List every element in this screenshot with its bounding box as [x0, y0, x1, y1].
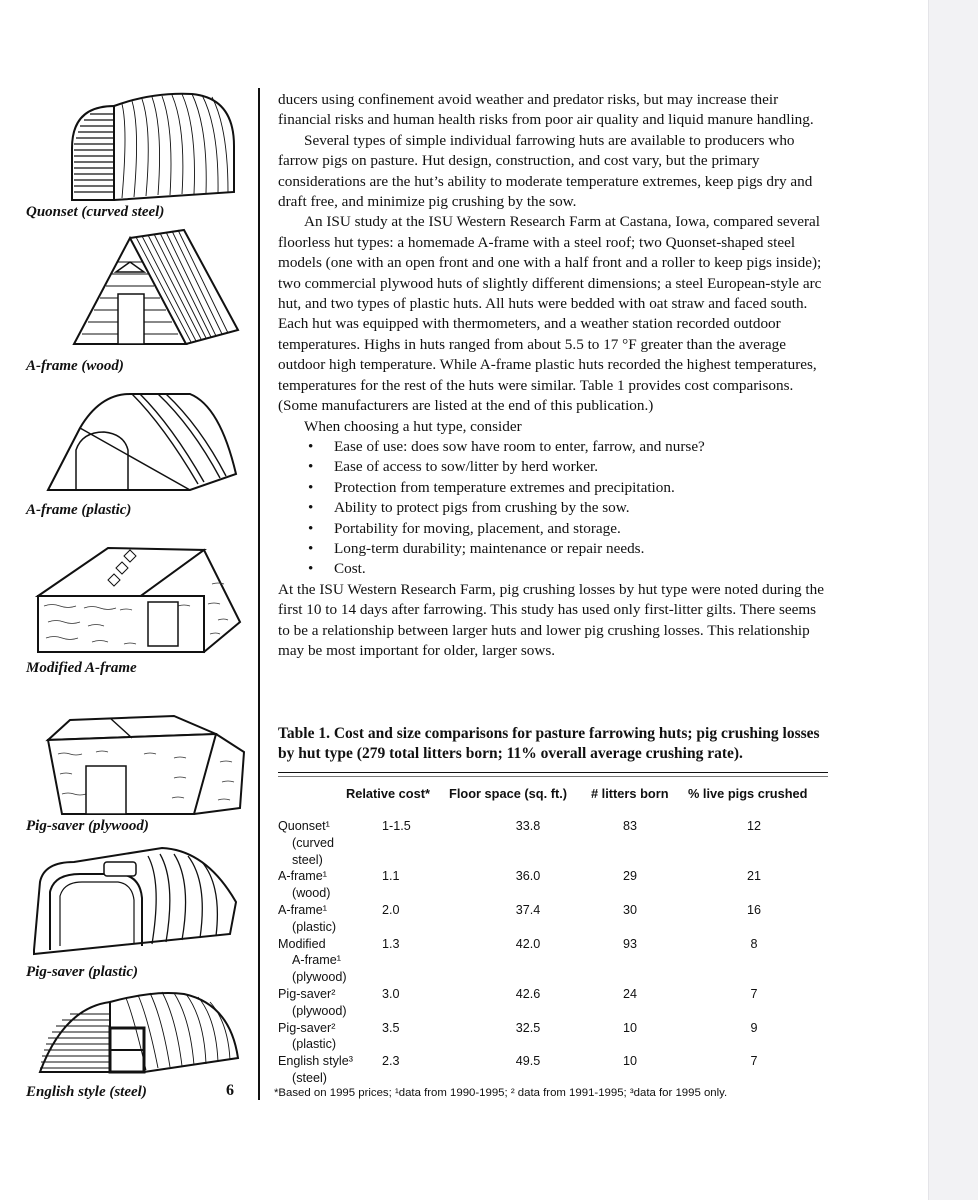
cell-litters: 10 — [622, 1054, 637, 1069]
cell-cost: 2.0 — [382, 902, 400, 917]
paragraph-4: When choosing a hut type, consider — [304, 417, 522, 435]
row-name: Modified — [278, 936, 326, 951]
list-item: • Protection from temperature extremes and precipitation. — [308, 478, 830, 498]
row-name: Quonset¹ — [278, 819, 330, 833]
table-footnote: *Based on 1995 prices; ¹data from 1990-1995; ² data from 1991-1995; ³data for 1995 only. — [274, 1087, 728, 1099]
row-subname: (plastic) — [292, 919, 337, 934]
cell-floor: 37.4 — [515, 902, 541, 917]
paragraph-1: ducers using confinement avoid weather and predator risks, but may increase their financial risks and human health risks from poor air quality and liquid manure handling. — [278, 91, 814, 129]
cell-floor: 42.0 — [515, 936, 541, 951]
header-floor-space: Floor space (sq. ft.) — [449, 786, 568, 801]
cell-cost: 1-1.5 — [382, 819, 411, 833]
row-name: Pig-saver² — [278, 986, 336, 1001]
page-margin-strip — [928, 0, 978, 1200]
quonset-hut-illustration — [62, 88, 242, 206]
cell-litters: 29 — [622, 869, 637, 884]
header-pigs-crushed: % live pigs crushed — [688, 786, 808, 801]
paragraph-2: Several types of simple individual farrowing huts are available to producers who farrow pigs on pasture. Hut design, construction, and cost vary, but the primary considerations are the hut’s ability to moderate temperature extremes, keep pigs dry and draft free, and minimize pig crushing by the sow. — [278, 131, 813, 211]
table-row — [278, 936, 838, 986]
cell-floor: 33.8 — [515, 819, 541, 833]
cell-floor: 32.5 — [515, 1020, 541, 1035]
cell-cost: 1.1 — [382, 869, 400, 884]
cell-litters: 93 — [622, 936, 637, 951]
row-name: Pig-saver² — [278, 1020, 336, 1035]
caption-english-style: English style (steel) — [26, 1084, 147, 1100]
cell-litters: 24 — [622, 986, 637, 1001]
table-title: Table 1. Cost and size comparisons for pasture farrowing huts; pig crushing losses by hut type (279 total litters born; 11% overall average crushing rate). — [278, 725, 820, 762]
row-name: A-frame¹ — [278, 902, 327, 917]
row-subname: (steel) — [292, 1070, 327, 1085]
row-subname: (plywood) — [292, 1003, 347, 1018]
table-row — [278, 1053, 838, 1087]
table-row — [278, 1020, 838, 1054]
cell-floor: 49.5 — [515, 1054, 541, 1069]
row-subname: (plastic) — [292, 1037, 337, 1052]
list-item: • Portability for moving, placement, and storage. — [308, 519, 830, 539]
list-item: • Ability to protect pigs from crushing by the sow. — [308, 498, 830, 518]
cell-crushed: 16 — [746, 902, 761, 917]
cell-crushed: 12 — [746, 819, 761, 833]
cell-litters: 83 — [622, 819, 637, 833]
caption-aframe-wood: A-frame (wood) — [26, 358, 124, 374]
cell-crushed: 21 — [746, 869, 761, 884]
column-divider — [258, 88, 260, 1100]
caption-aframe-plastic: A-frame (plastic) — [26, 502, 132, 518]
cell-cost: 2.3 — [382, 1054, 400, 1069]
table-rule — [278, 772, 828, 773]
row-subname: (wood) — [292, 886, 331, 901]
row-subname: (curved steel) — [292, 835, 334, 867]
row-name: English style³ — [278, 1054, 353, 1069]
cell-crushed: 7 — [750, 986, 758, 1001]
cell-crushed: 9 — [750, 1020, 758, 1035]
english-style-illustration — [34, 988, 244, 1078]
cell-floor: 36.0 — [515, 869, 541, 884]
paragraph-3: An ISU study at the ISU Western Research Farm at Castana, Iowa, compared several floorless hut types: a homemade A-frame with a steel roof; two Quonset-shaped steel models (one with an open front and one with a half front and a roller to keep pigs inside); two commercial plywood huts of slightly different dimensions; a steel European-style arc hut, and two types of plastic huts. All huts were bedded with oat straw and faced south. Each hut was equipped with thermometers, and a weather station recorded outdoor temperatures. Highs in huts ranged from about 5.5 to 17 °F greater than the average outdoor high temperature. While A-frame plastic huts recorded the highest temperatures, temperatures for the rest of the huts were similar. Table 1 provides cost comparisons. (Some manufacturers are listed at the end of this publication.) — [278, 213, 822, 415]
table-row — [278, 818, 838, 868]
row-subname: A-frame¹ — [292, 953, 341, 968]
aframe-plastic-illustration — [40, 386, 240, 498]
pigsaver-plastic-illustration — [30, 842, 244, 960]
cell-litters: 30 — [622, 902, 637, 917]
cell-litters: 10 — [622, 1020, 637, 1035]
cell-cost: 3.0 — [382, 986, 400, 1001]
page-number: 6 — [226, 1082, 234, 1099]
header-litters-born: # litters born — [591, 786, 669, 801]
caption-modified-aframe: Modified A-frame — [26, 660, 137, 676]
list-item: • Ease of access to sow/litter by herd worker. — [308, 457, 830, 477]
aframe-wood-illustration — [66, 226, 242, 354]
considerations-list — [278, 437, 830, 580]
list-item: • Long-term durability; maintenance or repair needs. — [308, 539, 830, 559]
cell-cost: 3.5 — [382, 1020, 400, 1035]
table-body — [278, 818, 838, 1087]
table-row — [278, 868, 838, 902]
pigsaver-plywood-illustration — [44, 712, 254, 818]
cell-floor: 42.6 — [515, 986, 541, 1001]
table-row — [278, 902, 838, 936]
modified-aframe-illustration — [28, 544, 248, 660]
table-row — [278, 986, 838, 1020]
list-item: • Ease of use: does sow have room to enter, farrow, and nurse? — [308, 437, 830, 457]
body-text — [278, 90, 830, 661]
caption-pigsaver-plastic: Pig-saver (plastic) — [26, 964, 139, 980]
caption-quonset: Quonset (curved steel) — [26, 204, 165, 220]
header-relative-cost: Relative cost* — [346, 786, 430, 801]
cell-crushed: 7 — [750, 1054, 758, 1069]
list-item: • Cost. — [308, 559, 830, 579]
table-rule-secondary — [278, 776, 828, 777]
caption-pigsaver-plywood: Pig-saver (plywood) — [26, 818, 149, 834]
cell-cost: 1.3 — [382, 936, 400, 951]
paragraph-5: At the ISU Western Research Farm, pig crushing losses by hut type were noted during the first 10 to 14 days after farrowing. This study has used only first-litter gilts. There seems to be a relationship between larger huts and lower pig crushing losses. This relationship may be most important for older, larger sows. — [278, 580, 824, 659]
row-subname: (plywood) — [292, 970, 347, 985]
cell-crushed: 8 — [750, 936, 758, 951]
row-name: A-frame¹ — [278, 869, 327, 884]
